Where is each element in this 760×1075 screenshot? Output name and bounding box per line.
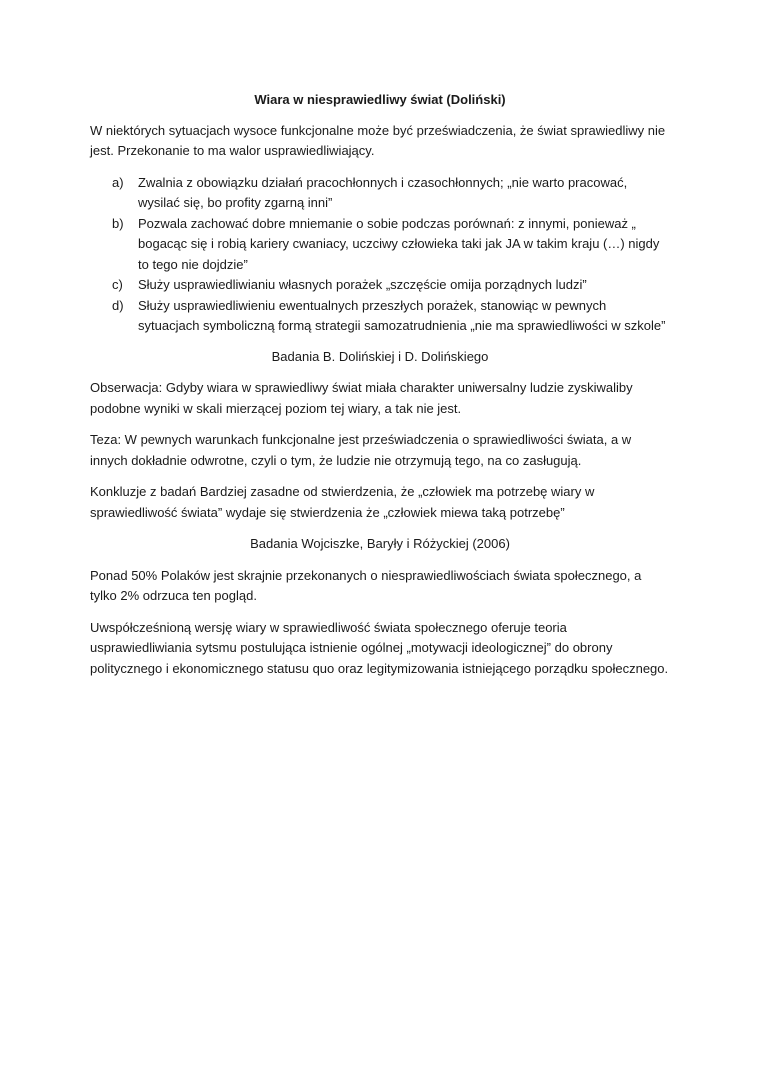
list-marker: d) <box>112 297 124 313</box>
list-item-text: Służy usprawiedliwianiu własnych porażek „szczęście omija porządnych ludzi” <box>138 277 587 292</box>
section-heading-dolinski: Badania B. Dolińskiej i D. Dolińskiego <box>271 348 489 364</box>
document-title: Wiara w niesprawiedliwy świat (Doliński) <box>254 92 506 107</box>
list-item <box>90 173 670 214</box>
list-item-text: Służy usprawiedliwieniu ewentualnych przeszłych porażek, stanowiąc w pewnych sytuacjach symboliczną formą strategii samozatrudnienia „nie ma sprawiedliwości w szkole” <box>138 297 666 333</box>
list-item-text: Zwalnia z obowiązku działań pracochłonnych i czasochłonnych; „nie warto pracować, wysilać się, bo profity zgarną inni” <box>138 174 628 210</box>
list-marker: c) <box>112 277 123 292</box>
list-marker: b) <box>112 215 124 231</box>
functions-list <box>90 173 670 337</box>
list-marker: a) <box>112 174 124 190</box>
list-item <box>90 214 670 276</box>
list-item <box>90 275 670 296</box>
stats-paragraph: Ponad 50% Polaków jest skrajnie przekonanych o niesprawiedliwościach świata społecznego, a tylko 2% odrzuca ten pogląd. <box>90 567 642 603</box>
section-heading-wojciszke: Badania Wojciszke, Baryły i Różyckiej (2006) <box>250 536 510 551</box>
conclusions-paragraph: Konkluzje z badań Bardziej zasadne od stwierdzenia, że „człowiek ma potrzebę wiary w sprawiedliwość świata” wydaje się stwierdzenia że „człowiek miewa taką potrzebę” <box>90 484 595 520</box>
intro-paragraph: W niektórych sytuacjach wysoce funkcjonalne może być przeświadczenia, że świat sprawiedliwy nie jest. Przekonanie to ma walor usprawiedliwiający. <box>90 122 666 158</box>
list-item <box>90 296 670 337</box>
thesis-paragraph: Teza: W pewnych warunkach funkcjonalne jest przeświadczenia o sprawiedliwości świata, a w innych dokładnie odwrotne, czyli o tym, że ludzie nie otrzymują tego, na co zasługują. <box>90 432 632 468</box>
final-paragraph: Uwspółcześnioną wersję wiary w sprawiedliwość świata społecznego oferuje teoria usprawiedliwiania sytsmu postulująca istnienie ogólnej „motywacji ideologicznej” do obrony politycznego i ekonomicznego statusu quo oraz legitymizowania istniejącego porządku społecznego. <box>90 619 669 676</box>
observation-paragraph: Obserwacja: Gdyby wiara w sprawiedliwy świat miała charakter uniwersalny ludzie zyskiwaliby podobne wyniki w skali mierzącej poziom tej wiary, a tak nie jest. <box>90 380 633 416</box>
list-item-text: Pozwala zachować dobre mniemanie o sobie podczas porównań: z innymi, ponieważ „ bogacąc się i robią kariery cwaniacy, uczciwy człowieka taki jak JA w takim kraju (…) nigdy to tego nie dojdzie” <box>138 215 660 272</box>
